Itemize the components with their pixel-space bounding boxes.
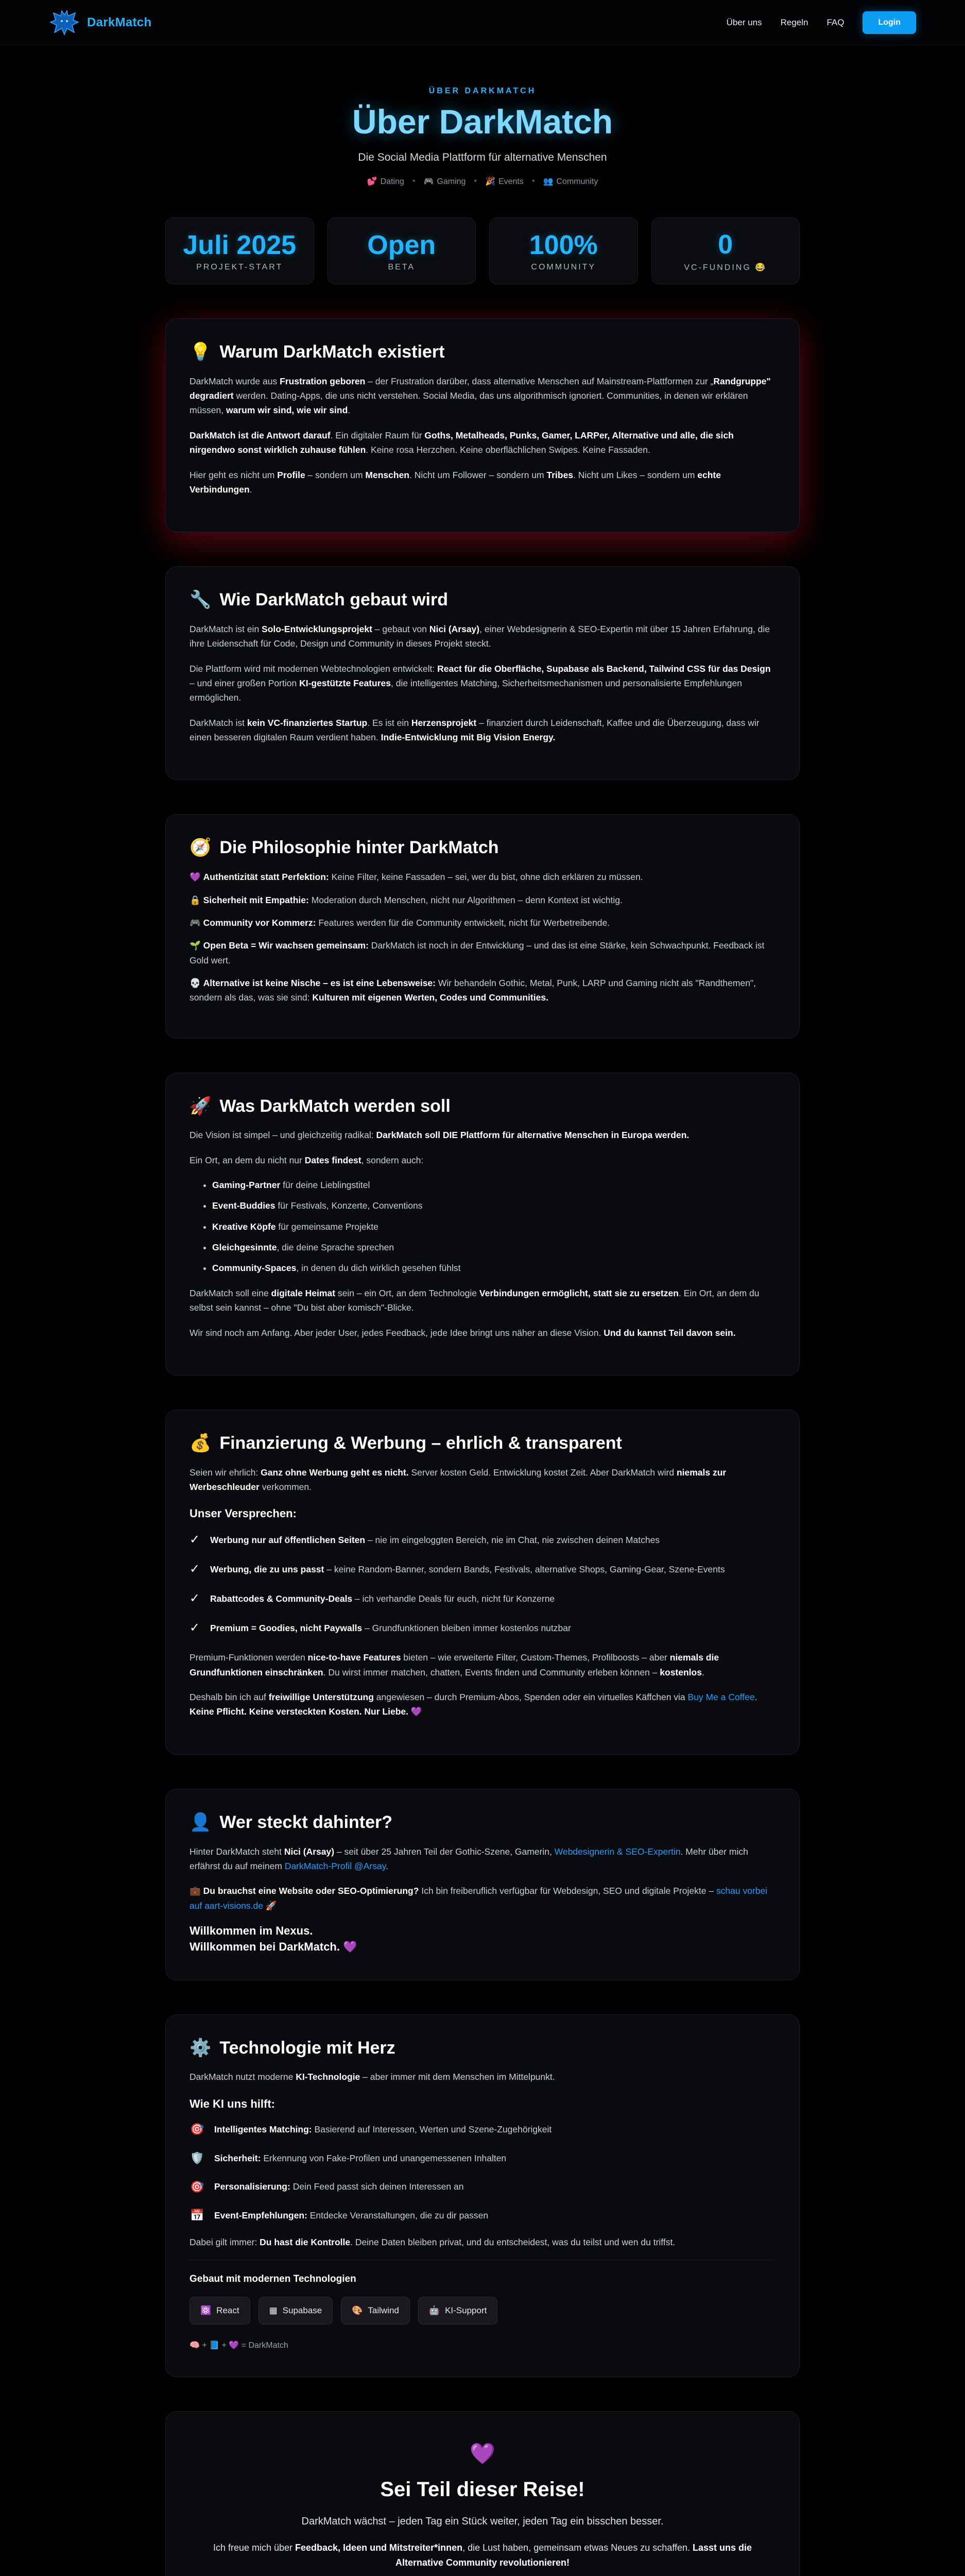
list-item: • Gaming-Partner für deine Lieblingstitel <box>212 1178 776 1192</box>
brand-name: DarkMatch <box>87 15 152 29</box>
section-who <box>165 1789 800 1980</box>
supabase-icon: ▦ <box>269 2305 278 2315</box>
tag-dating <box>367 176 404 187</box>
separator-dot: • <box>412 177 416 185</box>
cta-title: Sei Teil dieser Reise! <box>380 2478 585 2501</box>
top-nav <box>0 0 965 45</box>
palette-icon: 🎨 <box>352 2305 363 2315</box>
skull-icon: 💀 <box>189 977 201 988</box>
tag-label: Dating <box>380 177 404 186</box>
brand-link[interactable] <box>49 7 151 38</box>
check-icon: ✓ <box>189 1591 200 1605</box>
tag-label: Events <box>498 177 524 186</box>
check-icon: ✓ <box>189 1620 200 1635</box>
section-how <box>165 566 800 780</box>
hearts-icon: 💕 <box>367 177 377 186</box>
promise-item: ✓ Rabattcodes & Community-Deals – ich verhandle Deals für euch, nicht für Konzerne <box>189 1589 776 1609</box>
section-cta <box>165 2411 800 2576</box>
check-icon: ✓ <box>189 1562 200 1576</box>
ai-feature: 🛡️ Sicherheit: Erkennung von Fake-Profilen und unangemessenen Inhalten <box>189 2149 776 2167</box>
stats-grid <box>165 217 800 284</box>
tag-label: Community <box>556 177 598 186</box>
purple-heart-icon: 💜 <box>470 2443 495 2466</box>
list-item: • Community-Spaces, in denen du dich wirklich gesehen fühlst <box>212 1261 776 1275</box>
person-icon: 👤 <box>189 1812 212 1832</box>
party-icon: 🎉 <box>485 177 495 186</box>
section-heading <box>189 342 776 363</box>
philosophy-item: 🔒 Sicherheit mit Empathie: Moderation durch Menschen, nicht nur Algorithmen – denn Kontext ist wichtig. <box>189 894 623 905</box>
seedling-icon: 🌱 <box>189 940 201 951</box>
lightbulb-icon: 💡 <box>189 342 212 362</box>
section-heading <box>189 1812 776 1833</box>
philosophy-item: 🎮 Community vor Kommerz: Features werden für die Community entwickelt, nicht für Werbetreibende. <box>189 917 610 928</box>
compass-icon: 🧭 <box>189 838 212 858</box>
stat-value: 0 <box>718 230 733 260</box>
promise-title: Unser Versprechen: <box>189 1507 297 1520</box>
vision-list <box>212 1178 776 1276</box>
bat-logo-icon <box>49 7 80 38</box>
section-future <box>165 1073 800 1376</box>
section-title: Technologie mit Herz <box>219 2038 395 2058</box>
nav-link-ueber-uns[interactable]: Über uns <box>726 17 762 27</box>
section-heading <box>189 837 776 858</box>
tech-chip-supabase: ▦ Supabase <box>259 2297 333 2325</box>
ai-title: Wie KI uns hilft: <box>189 2097 275 2110</box>
ai-feature: 📅 Event-Empfehlungen: Entdecke Veranstaltungen, die zu dir passen <box>189 2206 776 2225</box>
section-heading <box>189 1433 776 1454</box>
people-icon: 👥 <box>543 177 554 186</box>
buy-me-a-coffee-link[interactable]: Buy Me a Coffee <box>687 1692 755 1703</box>
tech-chip-react: ⚛️ React <box>189 2297 250 2325</box>
section-heading <box>189 1096 776 1117</box>
purple-heart-icon: 💜 <box>343 1940 357 1953</box>
section-title: Warum DarkMatch existiert <box>219 342 445 362</box>
tag-events <box>485 176 524 187</box>
section-philosophy <box>165 814 800 1038</box>
calendar-icon: 📅 <box>190 2209 204 2222</box>
react-icon: ⚛️ <box>200 2305 212 2315</box>
nav-links <box>727 11 916 34</box>
philosophy-item: 🌱 Open Beta = Wir wachsen gemeinsam: DarkMatch ist noch in der Entwicklung – und das ist eine Stärke, kein Schwachpunkt. Feedback ist Gold wert. <box>189 940 765 965</box>
paragraph: Premium-Funktionen werden nice-to-have Features bieten – wie erweiterte Filter, Custom-Themes, Profilboosts – aber niemals die Grundfunktionen einschränken. Du wirst immer matchen, chatten, Events finden und Community erleben können – kostenlos. <box>189 1652 719 1677</box>
section-title: Finanzierung & Werbung – ehrlich & transparent <box>219 1433 622 1453</box>
list-item: • Kreative Köpfe für gemeinsame Projekte <box>212 1219 776 1234</box>
hero-subtitle: Die Social Media Plattform für alternative Menschen <box>358 151 607 163</box>
money-bag-icon: 💰 <box>189 1433 212 1453</box>
tag-community <box>543 176 598 187</box>
ai-feature: 🎯 Intelligentes Matching: Basierend auf Interessen, Werten und Szene-Zugehörigkeit <box>189 2120 776 2139</box>
stat-card <box>489 217 638 284</box>
welcome-line: Willkommen bei DarkMatch. 💜 <box>189 1940 357 1953</box>
stat-card <box>165 217 314 284</box>
stat-label: COMMUNITY <box>531 263 596 272</box>
gear-icon: ⚙️ <box>189 2038 212 2058</box>
cta-text: Ich freue mich über Feedback, Ideen und Mitstreiter*innen, die Lust haben, gemeinsam etwas Neues zu schaffen. Lasst uns die Alternative Community revolutionieren! <box>213 2542 752 2568</box>
stat-value: 100% <box>529 230 598 260</box>
ai-feature: 🎯 Personalisierung: Dein Feed passt sich deinen Interessen an <box>189 2178 776 2196</box>
login-button[interactable]: Login <box>863 11 916 34</box>
nav-link-regeln[interactable]: Regeln <box>780 17 808 27</box>
cta-text: DarkMatch wächst – jeden Tag ein Stück weiter, jeden Tag ein bisschen besser. <box>301 2516 664 2528</box>
nav-link-faq[interactable]: FAQ <box>826 17 845 27</box>
philosophy-item: 💀 Alternative ist keine Nische – es ist eine Lebensweise: Wir behandeln Gothic, Metal, Punk, LARP und Gaming nicht als "Randthemen", sondern als das, was sie sind: Kulturen mit eigenen Werten, Codes und Communities. <box>189 977 756 1003</box>
target-icon: 🎯 <box>190 2180 204 2193</box>
stat-label: BETA <box>388 263 416 272</box>
paragraph: Wir sind noch am Anfang. Aber jeder User, jedes Feedback, jede Idee bringt uns näher an diese Vision. Und du kannst Teil davon sein. <box>189 1327 736 1338</box>
tech-chip-ki: 🤖 KI-Support <box>418 2297 497 2325</box>
list-item: • Gleichgesinnte, die deine Sprache sprechen <box>212 1240 776 1255</box>
stat-value: Juli 2025 <box>183 230 297 260</box>
paragraph: DarkMatch soll eine digitale Heimat sein – ein Ort, an dem Technologie Verbindungen ermöglicht, statt sie zu ersetzen. Ein Ort, an dem du selbst sein kannst – ohne "Du bist aber komisch"-Blicke. <box>189 1287 760 1313</box>
welcome-line: Willkommen im Nexus. <box>189 1924 313 1937</box>
separator-dot: • <box>474 177 477 185</box>
paragraph: Hier geht es nicht um Profile – sondern um Menschen. Nicht um Follower – sondern um Tribes. Nicht um Likes – sondern um echte Verbindungen. <box>189 469 721 495</box>
section-heading <box>189 589 776 611</box>
paragraph: Hinter DarkMatch steht Nici (Arsay) – seit über 25 Jahren Teil der Gothic-Szene, Gamerin, Webdesignerin & SEO-Expertin. Mehr über mich erfährst du auf meinem DarkMatch-Profil @Arsay. <box>189 1846 748 1871</box>
briefcase-icon: 💼 <box>189 1886 203 1896</box>
page-title: Über DarkMatch <box>352 103 613 141</box>
promise-item: ✓ Premium = Goodies, nicht Paywalls – Grundfunktionen bleiben immer kostenlos nutzbar <box>189 1618 776 1638</box>
paragraph: Die Plattform wird mit modernen Webtechnologien entwickelt: React für die Oberfläche, Supabase als Backend, Tailwind CSS für das Design – und einer großen Portion KI-gestützte Features, die intelligentes Matching, Sicherheitsmechanismen und personalisierte Empfehlungen ermöglichen. <box>189 663 771 703</box>
promise-item: ✓ Werbung, die zu uns passt – keine Random-Banner, sondern Bands, Festivals, alternative Shops, Gaming-Gear, Szene-Events <box>189 1560 776 1580</box>
paragraph: DarkMatch nutzt moderne KI-Technologie – aber immer mit dem Menschen im Mittelpunkt. <box>189 2072 555 2082</box>
section-tech <box>165 2014 800 2378</box>
stat-label: VC-FUNDING 😂 <box>684 263 767 272</box>
stat-label: PROJEKT-START <box>196 263 283 272</box>
paragraph: Ein Ort, an dem du nicht nur Dates findest, sondern auch: <box>189 1155 424 1165</box>
paragraph: Die Vision ist simpel – und gleichzeitig radikal: DarkMatch soll DIE Plattform für alternative Menschen in Europa werden. <box>189 1130 690 1141</box>
tech-chip-tailwind: 🎨 Tailwind <box>341 2297 410 2325</box>
check-icon: ✓ <box>189 1532 200 1547</box>
profile-link[interactable]: DarkMatch-Profil @Arsay <box>284 1860 386 1871</box>
section-title: Die Philosophie hinter DarkMatch <box>219 838 499 858</box>
list-item: • Event-Buddies für Festivals, Konzerte, Conventions <box>212 1198 776 1213</box>
hero-eyebrow: ÜBER DARKMATCH <box>428 87 537 95</box>
section-title: Wer steckt dahinter? <box>219 1812 393 1832</box>
section-funding <box>165 1410 800 1755</box>
built-with-title: Gebaut mit modernen Technologien <box>189 2274 356 2285</box>
paragraph: Seien wir ehrlich: Ganz ohne Werbung geht es nicht. Server kosten Geld. Entwicklung kostet Zeit. Aber DarkMatch wird niemals zur Werbeschleuder verkommen. <box>189 1467 727 1492</box>
stat-value: Open <box>367 230 436 260</box>
aart-visions-link[interactable]: schau vorbei auf aart-visions.de 🚀 <box>189 1886 768 1911</box>
philosophy-item: 💜 Authentizität statt Perfektion: Keine Filter, keine Fassaden – sei, wer du bist, ohne dich erklären zu müssen. <box>189 872 643 883</box>
rocket-icon: 🚀 <box>189 1096 212 1116</box>
paragraph: DarkMatch ist ein Solo-Entwicklungsprojekt – gebaut von Nici (Arsay), einer Webdesignerin & SEO-Expertin mit über 15 Jahren Erfahrung, die ihre Leidenschaft für Code, Design und Community in dieses Projekt steckt. <box>189 624 770 649</box>
hero-tags <box>0 176 965 187</box>
hero <box>0 45 965 217</box>
wrench-icon: 🔧 <box>189 590 212 610</box>
stat-card <box>651 217 800 284</box>
gamepad-icon: 🎮 <box>189 917 201 928</box>
paragraph: Dabei gilt immer: Du hast die Kontrolle. Deine Daten bleiben privat, und du entscheidest, was du teilst und wen du triffst. <box>189 2236 676 2247</box>
tag-label: Gaming <box>437 177 466 186</box>
purple-heart-icon: 💜 <box>189 872 201 883</box>
section-why <box>165 318 800 532</box>
stat-card <box>328 217 476 284</box>
tech-chips <box>189 2297 776 2325</box>
section-title: Was DarkMatch werden soll <box>219 1096 451 1116</box>
separator-dot: • <box>531 177 535 185</box>
paragraph: Deshalb bin ich auf freiwillige Unterstützung angewiesen – durch Premium-Abos, Spenden oder ein virtuelles Käffchen via Buy Me a Coffee. Keine Pflicht. Keine versteckten Kosten. Nur Liebe. 💜 <box>189 1692 757 1717</box>
paragraph: 💼 Du brauchst eine Website oder SEO-Optimierung? Ich bin freiberuflich verfügbar für Webdesign, SEO und digitale Projekte – schau vorbei auf aart-visions.de 🚀 <box>189 1886 768 1911</box>
tag-gaming <box>423 176 466 187</box>
promise-item: ✓ Werbung nur auf öffentlichen Seiten – nie im eingeloggten Bereich, nie im Chat, nie zwischen deinen Matches <box>189 1530 776 1550</box>
paragraph: DarkMatch ist kein VC-finanziertes Startup. Es ist ein Herzensprojekt – finanziert durch Leidenschaft, Kaffee und die Überzeugung, dass wir einen besseren digitalen Raum verdient haben. Indie-Entwicklung mit Big Vision Energy. <box>189 717 760 743</box>
paragraph: DarkMatch wurde aus Frustration geboren – der Frustration darüber, dass alternative Menschen auf Mainstream-Plattformen zur „Randgruppe" degradiert werden. Dating-Apps, die uns nicht verstehen. Social Media, das uns algorithmisch ignoriert. Communities, in denen wir erklären müssen, warum wir sind, wie wir sind. <box>189 376 771 416</box>
tech-formula: 🧠 + 📘 + 💜 = DarkMatch <box>189 2341 288 2350</box>
robot-icon: 🤖 <box>428 2305 440 2315</box>
gamepad-icon: 🎮 <box>423 177 434 186</box>
webdesign-link[interactable]: Webdesignerin & SEO-Expertin <box>554 1846 681 1857</box>
section-heading <box>189 2038 776 2059</box>
shield-icon: 🛡️ <box>190 2151 204 2164</box>
lock-icon: 🔒 <box>189 894 201 905</box>
section-title: Wie DarkMatch gebaut wird <box>219 590 449 610</box>
paragraph: DarkMatch ist die Antwort darauf. Ein digitaler Raum für Goths, Metalheads, Punks, Gamer, LARPer, Alternative und alle, die sich nirgendwo sonst wirklich zuhause fühlen. Keine rosa Herzchen. Keine oberflächlichen Swipes. Keine Fassaden. <box>189 430 734 455</box>
target-icon: 🎯 <box>190 2123 204 2136</box>
